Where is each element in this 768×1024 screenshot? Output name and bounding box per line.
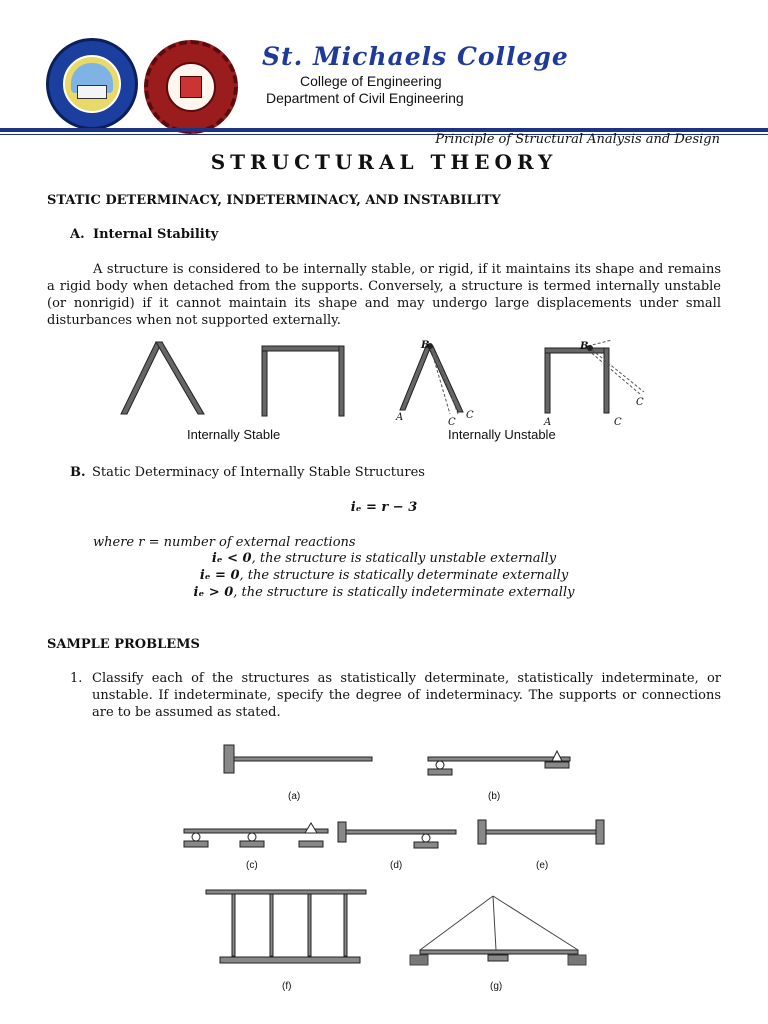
point-label-c1b: C [466,410,474,421]
sample-problems-heading: SAMPLE PROBLEMS [47,637,200,652]
label-internally-unstable: Internally Unstable [448,427,556,442]
department-name: Department of Civil Engineering [266,90,464,106]
condition-text: , the structure is statically indeterminate externally [233,585,575,600]
subsection-b-marker: B. [70,465,86,480]
label-internally-stable: Internally Stable [187,427,281,442]
internal-stability-paragraph: A structure is considered to be internally stable, or rigid, if it maintains its shape and remains a rigid body when detached from the supports. Conversely, a structure is termed internally unstable (or nonrigid) if it cannot maintain its shape and may undergo large displacements under small disturbances when not supported externally. [47,262,721,328]
condition-text: , the structure is statically unstable externally [251,551,557,566]
point-label-a1: A [396,412,404,423]
condition-text: , the structure is statically determinate externally [239,568,569,583]
college-subtitle: College of Engineering [300,73,442,89]
point-label-c1a: C [448,417,456,428]
condition-lhs: iₑ = 0 [199,568,240,583]
determinacy-equation: iₑ = r − 3 [350,500,418,515]
subsection-a-marker: A. [70,227,85,242]
point-label-c2b: C [636,397,644,408]
college-name: St. Michaels College [262,42,569,71]
figure-label-e: (e) [536,860,549,871]
point-label-b1: B [421,340,430,351]
condition-lhs: iₑ > 0 [193,585,234,600]
condition-lhs: iₑ < 0 [211,551,252,566]
point-label-c2a: C [614,417,622,428]
subsection-b-heading: Static Determinacy of Internally Stable Structures [92,465,425,480]
figure-label-g: (g) [490,981,503,992]
course-title: Principle of Structural Analysis and Design [435,132,720,147]
figure-label-d: (d) [390,860,403,871]
problem-number: 1. [70,671,83,686]
point-label-b2: B [580,341,589,352]
subsection-a-heading: Internal Stability [93,227,219,242]
figure-label-f: (f) [282,981,292,992]
problem-text: Classify each of the structures as statistically determinate, statistically indeterminate, or unstable. If indeterminate, specify the degree of indeterminacy. The supports or connections are to be assumed as stated. [92,671,721,720]
point-label-a2: A [544,417,552,428]
figure-label-a: (a) [288,791,301,802]
section-heading: STATIC DETERMINACY, INDETERMINACY, AND INSTABILITY [47,193,501,208]
figure-label-c: (c) [246,860,258,871]
page-title: STRUCTURAL THEORY [210,150,558,174]
figure-label-b: (b) [488,791,501,802]
where-definition: where r = number of external reactions [93,535,356,550]
